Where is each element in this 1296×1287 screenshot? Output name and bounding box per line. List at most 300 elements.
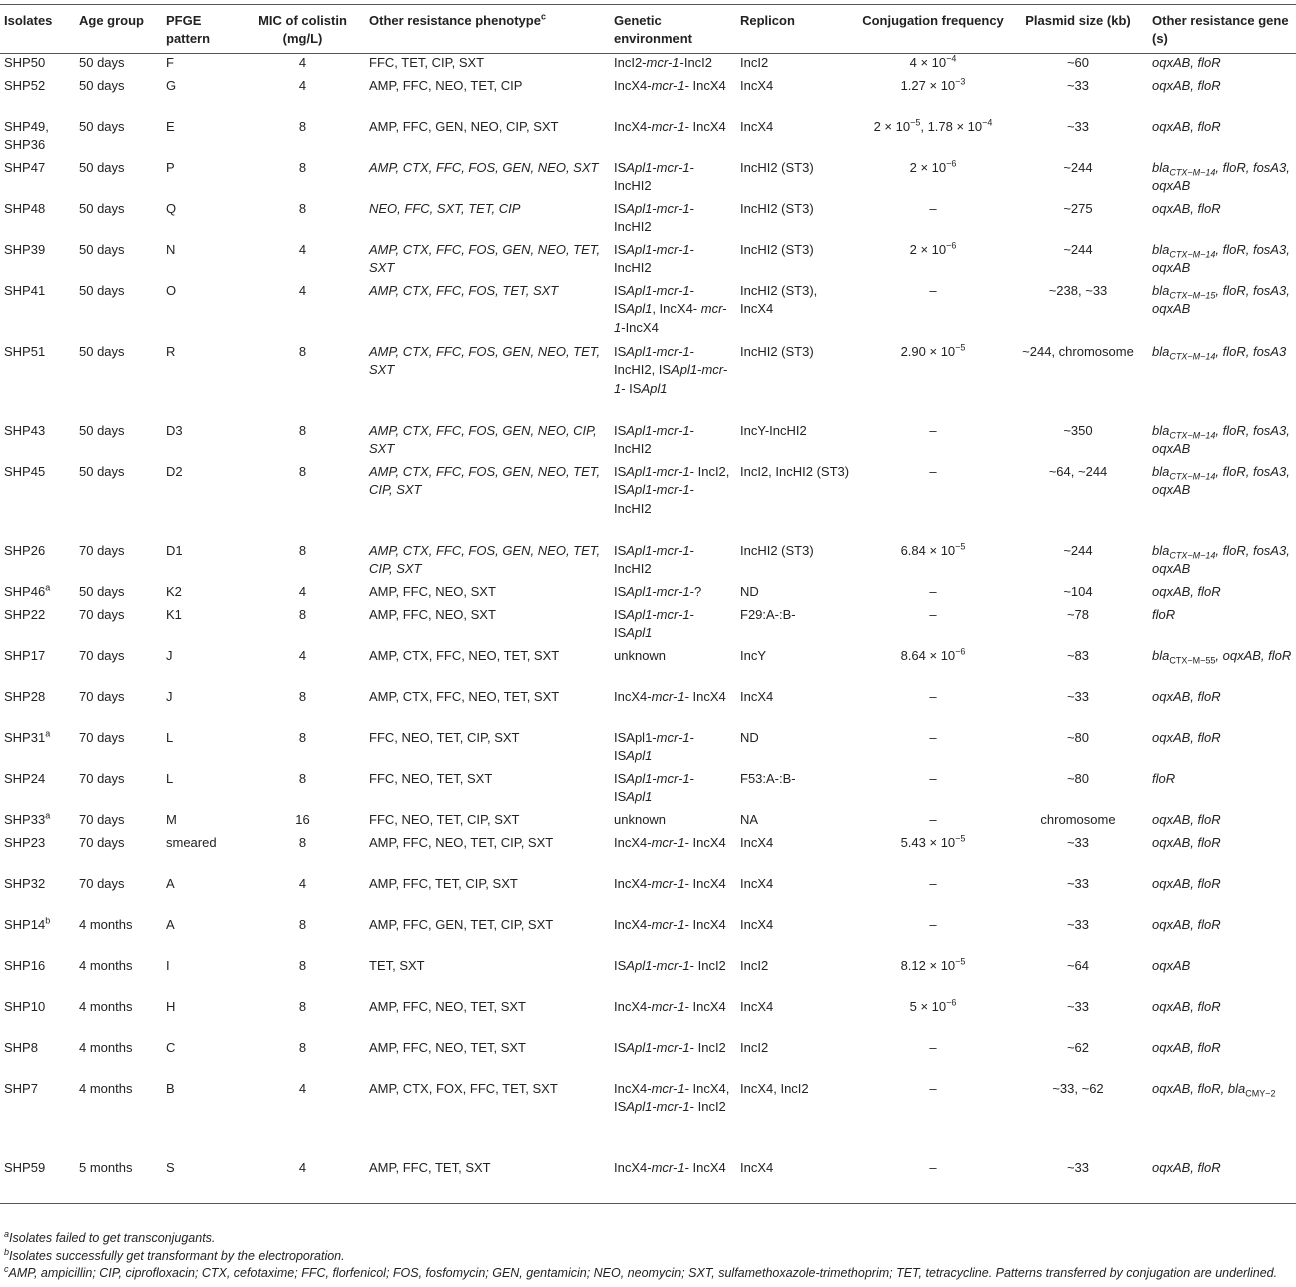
text-segment: chromosome	[1040, 811, 1116, 827]
text-segment: SHP26	[4, 542, 46, 558]
text-segment: - IncX4	[684, 688, 726, 704]
text-segment: oqxAB, floR	[1152, 1039, 1221, 1055]
text-segment: - IS	[614, 729, 694, 763]
text-segment: IncX4	[740, 688, 774, 704]
text-segment: SHP16	[4, 957, 46, 973]
text-segment: Apl1	[626, 789, 653, 804]
cell-isolates	[0, 875, 75, 916]
cell-mic-colistin	[240, 282, 365, 343]
text-segment: mcr-1	[651, 77, 685, 93]
text-segment: 70 days	[79, 542, 125, 558]
text-segment: 6.84 × 10	[900, 542, 956, 558]
text-segment: AMP, FFC, GEN, NEO, CIP, SXT	[369, 118, 559, 134]
text-segment: Apl1	[626, 463, 653, 479]
text-segment: –	[929, 606, 937, 622]
text-segment: - IS	[614, 282, 694, 316]
cell-replicon	[736, 1039, 858, 1080]
text-segment: , floR, fosA3, oqxAB	[1152, 159, 1290, 193]
cell-plasmid-size	[1008, 282, 1148, 343]
text-segment: b	[45, 915, 51, 926]
cell-resistance-genes	[1148, 343, 1296, 422]
cell-mic-colistin	[240, 77, 365, 118]
header-label: Plasmid size (kb)	[1025, 13, 1131, 28]
cell-conjugation-frequency	[858, 583, 1008, 606]
header-label: MIC of colistin (mg/L)	[258, 13, 347, 46]
text-segment: 50 days	[79, 241, 125, 257]
table-row	[0, 200, 1296, 241]
column-header-plasmid-size	[1008, 5, 1148, 54]
text-segment: 4 months	[79, 998, 133, 1014]
cell-age-group	[75, 606, 162, 647]
text-segment: 70 days	[79, 811, 125, 827]
cell-resistance-phenotype	[365, 343, 610, 422]
text-segment: ~33	[1066, 916, 1090, 932]
table-row	[0, 542, 1296, 583]
text-segment: unknown	[614, 647, 667, 663]
text-segment: IncX4-	[614, 688, 652, 704]
cell-pfge-pattern	[162, 834, 240, 875]
column-header-isolates	[0, 5, 75, 54]
text-segment: oqxAB, floR	[1152, 583, 1221, 599]
text-segment: ~64, ~244	[1048, 463, 1108, 479]
text-segment: - IncX4, IS	[614, 1080, 730, 1114]
text-segment: bla	[1152, 542, 1170, 558]
text-segment: −5	[955, 956, 966, 967]
table-row	[0, 343, 1296, 422]
text-segment: -	[652, 542, 657, 558]
cell-mic-colistin	[240, 957, 365, 998]
text-segment: ~33	[1066, 998, 1090, 1014]
text-segment: ~83	[1066, 647, 1090, 663]
header-label: Other resistance phenotype	[369, 13, 541, 28]
text-segment: AMP, FFC, TET, CIP, SXT	[369, 875, 518, 891]
text-segment: - IncHI2	[614, 422, 694, 456]
text-segment: mcr-1	[656, 1039, 690, 1055]
cell-replicon	[736, 957, 858, 998]
text-segment: ND	[740, 729, 759, 745]
text-segment: 4	[298, 647, 307, 663]
cell-resistance-genes	[1148, 54, 1296, 77]
text-segment: 50 days	[79, 200, 125, 216]
cell-resistance-phenotype	[365, 770, 610, 811]
text-segment: J	[166, 688, 173, 704]
text-segment: 8	[298, 606, 307, 622]
cell-age-group	[75, 770, 162, 811]
text-segment: mcr-1	[651, 1080, 685, 1096]
text-segment: , floR, fosA3	[1215, 343, 1287, 359]
cell-genetic-environment	[610, 606, 736, 647]
text-segment: 70 days	[79, 875, 125, 891]
text-segment: oqxAB, floR	[1152, 1159, 1221, 1175]
cell-plasmid-size	[1008, 834, 1148, 875]
column-header-replicon	[736, 5, 858, 54]
cell-resistance-phenotype	[365, 688, 610, 729]
cell-conjugation-frequency	[858, 647, 1008, 688]
text-segment: IncX4-	[614, 834, 652, 850]
text-segment: - IncHI2	[614, 241, 694, 275]
text-segment: - IncX4	[684, 118, 726, 134]
text-segment: , IncX4-	[652, 301, 701, 316]
cell-age-group	[75, 875, 162, 916]
cell-plasmid-size	[1008, 729, 1148, 770]
text-segment: , oqxAB, floR	[1215, 647, 1292, 663]
cell-conjugation-frequency	[858, 282, 1008, 343]
text-segment: - IncHI2	[614, 482, 694, 516]
text-segment: IncI2, IncHI2 (ST3)	[740, 463, 850, 479]
text-segment: mcr-1	[646, 55, 680, 70]
text-segment: 8	[298, 957, 307, 973]
text-segment: , floR, fosA3, oqxAB	[1152, 282, 1290, 316]
text-segment: 50 days	[79, 55, 125, 70]
cell-conjugation-frequency	[858, 159, 1008, 200]
text-segment: 70 days	[79, 688, 125, 704]
text-segment: –	[929, 282, 937, 298]
cell-pfge-pattern	[162, 647, 240, 688]
text-segment: C	[166, 1039, 176, 1055]
column-header-age-group	[75, 5, 162, 54]
cell-resistance-genes	[1148, 998, 1296, 1039]
header-label: Genetic environment	[614, 13, 693, 46]
cell-age-group	[75, 688, 162, 729]
cell-age-group	[75, 422, 162, 463]
cell-age-group	[75, 647, 162, 688]
table-row	[0, 463, 1296, 542]
text-segment: mcr-1	[656, 729, 690, 745]
text-segment: - IncX4	[684, 77, 726, 93]
cell-plasmid-size	[1008, 77, 1148, 118]
cell-mic-colistin	[240, 422, 365, 463]
column-header-conjugation-frequency	[858, 5, 1008, 54]
table-row	[0, 647, 1296, 688]
text-segment: Apl1	[626, 241, 653, 257]
text-segment: AMP, FFC, NEO, SXT	[369, 606, 496, 622]
text-segment: –	[929, 1159, 937, 1175]
cell-genetic-environment	[610, 159, 736, 200]
text-segment: SHP28	[4, 688, 46, 704]
cell-resistance-phenotype	[365, 606, 610, 647]
text-segment: –	[929, 875, 937, 891]
text-segment: SHP24	[4, 770, 46, 786]
cell-mic-colistin	[240, 875, 365, 916]
text-segment: oqxAB, floR	[1152, 688, 1221, 704]
cell-resistance-genes	[1148, 159, 1296, 200]
table-body	[0, 54, 1296, 1204]
text-segment: SHP33	[4, 811, 46, 827]
cell-resistance-phenotype	[365, 282, 610, 343]
cell-pfge-pattern	[162, 583, 240, 606]
footnote-mark: b	[4, 1246, 10, 1257]
text-segment: −6	[946, 997, 957, 1008]
text-segment: ~244	[1063, 241, 1093, 257]
text-segment: D3	[166, 422, 183, 438]
cell-mic-colistin	[240, 200, 365, 241]
cell-mic-colistin	[240, 647, 365, 688]
text-segment: IS	[614, 463, 627, 479]
text-segment: 8	[298, 200, 307, 216]
text-segment: 70 days	[79, 729, 125, 745]
text-segment: - IncX4	[684, 834, 726, 850]
text-segment: - IncI2	[689, 957, 726, 973]
cell-plasmid-size	[1008, 463, 1148, 542]
cell-resistance-genes	[1148, 606, 1296, 647]
table-row	[0, 282, 1296, 343]
text-segment: oqxAB, floR	[1152, 998, 1221, 1014]
text-segment: 50 days	[79, 77, 125, 93]
text-segment: SHP14	[4, 916, 46, 932]
cell-genetic-environment	[610, 343, 736, 422]
cell-age-group	[75, 159, 162, 200]
text-segment: 8	[298, 542, 307, 558]
header-footnote-mark: c	[540, 11, 546, 22]
cell-isolates	[0, 729, 75, 770]
text-segment: AMP, FFC, TET, SXT	[369, 1159, 491, 1175]
cell-resistance-genes	[1148, 542, 1296, 583]
cell-resistance-genes	[1148, 875, 1296, 916]
cell-genetic-environment	[610, 463, 736, 542]
text-segment: Apl1	[626, 1099, 653, 1114]
text-segment: ~244	[1063, 159, 1093, 175]
text-segment: IncX4	[740, 118, 774, 134]
text-segment: –	[929, 916, 937, 932]
text-segment: –	[929, 1039, 937, 1055]
cell-resistance-genes	[1148, 957, 1296, 998]
text-segment: mcr-1	[656, 422, 690, 438]
text-segment: IncX4-	[614, 77, 652, 93]
text-segment: Apl1	[671, 362, 698, 377]
cell-genetic-environment	[610, 729, 736, 770]
cell-plasmid-size	[1008, 1039, 1148, 1080]
text-segment: F	[166, 55, 174, 70]
text-segment: Apl1	[626, 282, 653, 298]
text-segment: NEO, FFC, SXT, TET, CIP	[369, 200, 521, 216]
text-segment: - IncHI2	[614, 542, 694, 576]
text-segment: SHP52	[4, 77, 46, 93]
text-segment: AMP, CTX, FFC, FOS, GEN, NEO, TET, SXT	[369, 343, 601, 377]
cell-pfge-pattern	[162, 159, 240, 200]
cell-replicon	[736, 54, 858, 77]
cell-isolates	[0, 834, 75, 875]
text-segment: −6	[946, 240, 957, 251]
cell-isolates	[0, 463, 75, 542]
text-segment: –	[929, 200, 937, 216]
header-label: Age group	[79, 13, 144, 28]
text-segment: 4 months	[79, 916, 133, 932]
cell-conjugation-frequency	[858, 463, 1008, 542]
text-segment: IncI2	[740, 55, 769, 70]
text-segment: ~78	[1066, 606, 1090, 622]
footnote-mark: c	[4, 1264, 9, 1275]
text-segment: AMP, CTX, FFC, FOS, GEN, NEO, TET, CIP, SXT	[369, 463, 601, 497]
text-segment: FFC, NEO, TET, CIP, SXT	[369, 729, 520, 745]
text-segment: IS	[614, 542, 627, 558]
text-segment: a	[45, 728, 51, 739]
text-segment: ~238, ~33	[1048, 282, 1108, 298]
cell-genetic-environment	[610, 200, 736, 241]
text-segment: D1	[166, 542, 183, 558]
text-segment: mcr-1	[651, 118, 685, 134]
cell-age-group	[75, 1080, 162, 1159]
text-segment: IncX4-	[614, 998, 652, 1014]
text-segment: - IncHI2, IS	[614, 343, 694, 377]
table-row	[0, 118, 1296, 159]
text-segment: mcr-1	[614, 301, 727, 335]
cell-age-group	[75, 241, 162, 282]
text-segment: 16	[295, 811, 310, 827]
cell-isolates	[0, 542, 75, 583]
table-row	[0, 729, 1296, 770]
cell-mic-colistin	[240, 811, 365, 834]
footnotes	[4, 1230, 1292, 1283]
text-segment: IncY	[740, 647, 767, 663]
text-segment: mcr-1	[656, 200, 690, 216]
text-segment: 50 days	[79, 282, 125, 298]
header-label: Other resistance gene (s)	[1152, 13, 1289, 46]
text-segment: IncI2	[740, 1039, 769, 1055]
text-segment: - IS	[621, 380, 642, 396]
text-segment: 1.27 × 10	[900, 77, 956, 93]
cell-replicon	[736, 811, 858, 834]
cell-resistance-genes	[1148, 811, 1296, 834]
cell-resistance-genes	[1148, 770, 1296, 811]
text-segment: −5	[955, 342, 966, 353]
text-segment: Apl1	[626, 625, 653, 640]
text-segment: -	[652, 482, 657, 497]
table-row	[0, 1039, 1296, 1080]
text-segment: Apl1	[626, 343, 653, 359]
cell-conjugation-frequency	[858, 834, 1008, 875]
text-segment: 8	[298, 422, 307, 438]
cell-pfge-pattern	[162, 463, 240, 542]
cell-pfge-pattern	[162, 998, 240, 1039]
text-segment: IS	[614, 159, 627, 175]
text-segment: -IncI2	[679, 55, 713, 70]
text-segment: 5 × 10	[909, 998, 947, 1014]
text-segment: -?	[689, 583, 702, 599]
cell-genetic-environment	[610, 875, 736, 916]
text-segment: 50 days	[79, 422, 125, 438]
cell-age-group	[75, 282, 162, 343]
cell-conjugation-frequency	[858, 118, 1008, 159]
cell-plasmid-size	[1008, 875, 1148, 916]
text-segment: 8	[298, 688, 307, 704]
text-segment: IncHI2 (ST3)	[740, 159, 814, 175]
cell-resistance-phenotype	[365, 916, 610, 957]
cell-isolates	[0, 770, 75, 811]
cell-replicon	[736, 647, 858, 688]
text-segment: A	[166, 916, 175, 932]
cell-age-group	[75, 729, 162, 770]
text-segment: a	[45, 582, 51, 593]
text-segment: –	[929, 583, 937, 599]
text-segment: AMP, FFC, NEO, SXT	[369, 583, 496, 599]
cell-pfge-pattern	[162, 1039, 240, 1080]
text-segment: Apl1	[626, 482, 653, 497]
cell-mic-colistin	[240, 118, 365, 159]
text-segment: –	[929, 422, 937, 438]
text-segment: ~244	[1063, 542, 1093, 558]
text-segment: AMP, FFC, NEO, TET, CIP	[369, 77, 523, 93]
cell-age-group	[75, 77, 162, 118]
text-segment: 50 days	[79, 583, 125, 599]
text-segment: IS	[614, 957, 627, 973]
text-segment: oqxAB, floR	[1152, 55, 1221, 70]
text-segment: IncHI2 (ST3)	[740, 343, 814, 359]
cell-replicon	[736, 916, 858, 957]
text-segment: -	[652, 422, 657, 438]
cell-pfge-pattern	[162, 77, 240, 118]
text-segment: AMP, CTX, FFC, FOS, GEN, NEO, CIP, SXT	[369, 422, 597, 456]
text-segment: -	[652, 241, 657, 257]
text-segment: CTX−M−14	[1169, 430, 1216, 441]
cell-conjugation-frequency	[858, 606, 1008, 647]
cell-isolates	[0, 583, 75, 606]
text-segment: -	[652, 282, 657, 298]
text-segment: IS	[614, 200, 627, 216]
footnote-a	[4, 1230, 1292, 1248]
text-segment: CTX−M−14	[1169, 351, 1216, 362]
text-segment: –	[929, 688, 937, 704]
text-segment: 4 months	[79, 1039, 133, 1055]
text-segment: IncX4	[740, 1159, 774, 1175]
text-segment: −6	[946, 158, 957, 169]
text-segment: a	[45, 810, 51, 821]
text-segment: -IncX4	[621, 319, 659, 335]
footnote-c	[4, 1265, 1292, 1283]
text-segment: IncHI2 (ST3)	[740, 542, 814, 558]
text-segment: IncX4	[740, 875, 774, 891]
cell-resistance-genes	[1148, 688, 1296, 729]
cell-genetic-environment	[610, 241, 736, 282]
text-segment: , floR, fosA3, oqxAB	[1152, 422, 1290, 456]
cell-replicon	[736, 463, 858, 542]
cell-conjugation-frequency	[858, 770, 1008, 811]
text-segment: F53:A-:B-	[740, 770, 796, 786]
text-segment: –	[929, 770, 937, 786]
text-segment: SHP49, SHP36	[4, 118, 49, 152]
cell-replicon	[736, 343, 858, 422]
cell-genetic-environment	[610, 998, 736, 1039]
table-row	[0, 957, 1296, 998]
text-segment: ND	[740, 583, 759, 599]
cell-plasmid-size	[1008, 241, 1148, 282]
cell-resistance-genes	[1148, 916, 1296, 957]
text-segment: S	[166, 1159, 175, 1175]
header-row	[0, 5, 1296, 54]
text-segment: O	[166, 282, 177, 298]
text-segment: IS	[614, 241, 627, 257]
text-segment: −4	[946, 53, 957, 64]
cell-plasmid-size	[1008, 343, 1148, 422]
text-segment: –	[929, 729, 937, 745]
cell-plasmid-size	[1008, 647, 1148, 688]
cell-isolates	[0, 54, 75, 77]
text-segment: 50 days	[79, 463, 125, 479]
text-segment: –	[929, 811, 937, 827]
header-label: Conjugation frequency	[862, 13, 1004, 28]
text-segment: −4	[982, 117, 993, 128]
cell-plasmid-size	[1008, 159, 1148, 200]
text-segment: FFC, NEO, TET, CIP, SXT	[369, 811, 520, 827]
table-row	[0, 606, 1296, 647]
cell-age-group	[75, 998, 162, 1039]
text-segment: 8.12 × 10	[900, 957, 956, 973]
text-segment: IS	[614, 282, 627, 298]
text-segment: -	[652, 957, 657, 973]
text-segment: IS	[614, 422, 627, 438]
cell-resistance-phenotype	[365, 1159, 610, 1204]
cell-genetic-environment	[610, 118, 736, 159]
text-segment: - IS	[614, 606, 694, 640]
